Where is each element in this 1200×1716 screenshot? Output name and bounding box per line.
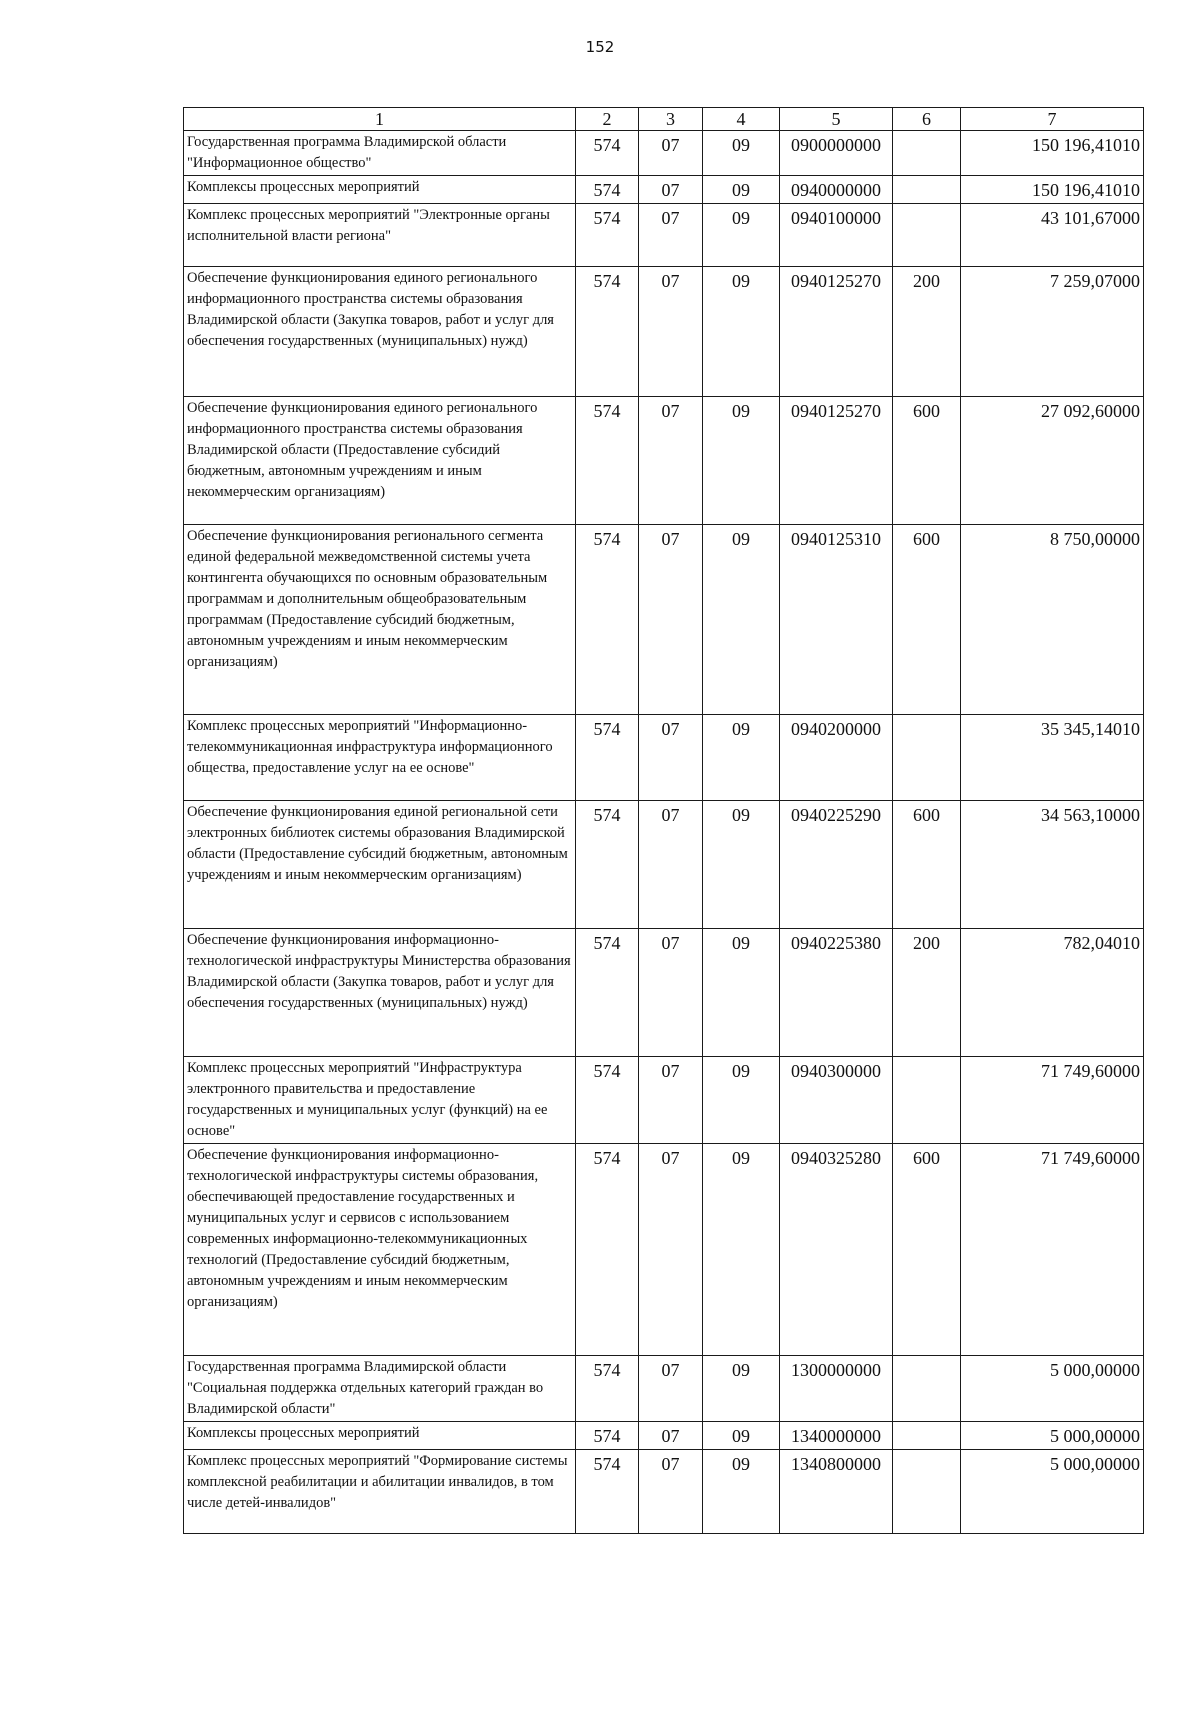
cell-subsection: 09	[703, 525, 780, 715]
cell-expense-type	[893, 1057, 961, 1144]
cell-amount: 782,04010	[961, 929, 1144, 1057]
table-row	[184, 715, 1144, 801]
cell-ministry: 574	[576, 1422, 639, 1450]
cell-section: 07	[639, 1057, 703, 1144]
cell-ministry: 574	[576, 267, 639, 397]
cell-target-code: 0900000000	[780, 131, 893, 176]
cell-expense-type	[893, 715, 961, 801]
cell-amount: 7 259,07000	[961, 267, 1144, 397]
row-name: Обеспечение функционирования информационно-технологической инфраструктуры Министерства образования Владимирской области (Закупка товаров, работ и услуг для обеспечения государственных (муниципальных) нужд)	[184, 929, 576, 1057]
column-header: 1	[184, 108, 576, 131]
cell-expense-type	[893, 1422, 961, 1450]
row-name: Обеспечение функционирования информационно-технологической инфраструктуры системы образования, обеспечивающей предоставление государственных и муниципальных услуг и сервисов с использованием современных информационно-телекоммуникационных технологий (Предоставление субсидий бюджетным, автономным учреждениям и иным некоммерческим организациям)	[184, 1144, 576, 1356]
cell-target-code: 0940100000	[780, 204, 893, 267]
row-name: Комплекс процессных мероприятий "Формирование системы комплексной реабилитации и абилитации инвалидов, в том числе детей-инвалидов"	[184, 1450, 576, 1534]
cell-ministry: 574	[576, 176, 639, 204]
table-row	[184, 1422, 1144, 1450]
cell-expense-type	[893, 1356, 961, 1422]
page-number: 152	[585, 38, 615, 56]
cell-ministry: 574	[576, 929, 639, 1057]
cell-target-code: 0940000000	[780, 176, 893, 204]
row-name: Комплексы процессных мероприятий	[184, 1422, 576, 1450]
cell-expense-type	[893, 176, 961, 204]
cell-amount: 5 000,00000	[961, 1356, 1144, 1422]
cell-section: 07	[639, 929, 703, 1057]
cell-section: 07	[639, 1144, 703, 1356]
cell-section: 07	[639, 131, 703, 176]
cell-subsection: 09	[703, 1144, 780, 1356]
cell-expense-type: 600	[893, 397, 961, 525]
cell-expense-type	[893, 131, 961, 176]
row-name: Обеспечение функционирования единого регионального информационного пространства системы образования Владимирской области (Предоставление субсидий бюджетным, автономным учреждениям и иным некоммерческим организациям)	[184, 397, 576, 525]
cell-amount: 34 563,10000	[961, 801, 1144, 929]
cell-amount: 8 750,00000	[961, 525, 1144, 715]
row-name: Комплексы процессных мероприятий	[184, 176, 576, 204]
table-row	[184, 801, 1144, 929]
cell-subsection: 09	[703, 715, 780, 801]
cell-target-code: 1340800000	[780, 1450, 893, 1534]
budget-table	[183, 107, 1144, 1534]
row-name: Обеспечение функционирования регионального сегмента единой федеральной межведомственной системы учета контингента обучающихся по основным образовательным программам и дополнительным общеобразовательным программам (Предоставление субсидий бюджетным, автономным учреждениям и иным некоммерческим организациям)	[184, 525, 576, 715]
row-name: Обеспечение функционирования единой региональной сети электронных библиотек системы образования Владимирской области (Предоставление субсидий бюджетным, автономным учреждениям и иным некоммерческим организациям)	[184, 801, 576, 929]
table-row	[184, 1450, 1144, 1534]
cell-subsection: 09	[703, 1356, 780, 1422]
cell-ministry: 574	[576, 1356, 639, 1422]
cell-amount: 43 101,67000	[961, 204, 1144, 267]
cell-subsection: 09	[703, 1450, 780, 1534]
cell-subsection: 09	[703, 131, 780, 176]
cell-amount: 150 196,41010	[961, 131, 1144, 176]
cell-expense-type	[893, 1450, 961, 1534]
table-row	[184, 525, 1144, 715]
table-row	[184, 1057, 1144, 1144]
cell-expense-type: 200	[893, 929, 961, 1057]
table-row	[184, 131, 1144, 176]
cell-target-code: 0940325280	[780, 1144, 893, 1356]
cell-ministry: 574	[576, 715, 639, 801]
cell-section: 07	[639, 1422, 703, 1450]
table-row	[184, 267, 1144, 397]
cell-target-code: 0940200000	[780, 715, 893, 801]
cell-subsection: 09	[703, 267, 780, 397]
cell-section: 07	[639, 176, 703, 204]
row-name: Комплекс процессных мероприятий "Электронные органы исполнительной власти региона"	[184, 204, 576, 267]
table-row	[184, 176, 1144, 204]
cell-ministry: 574	[576, 1144, 639, 1356]
table-row	[184, 1144, 1144, 1356]
cell-ministry: 574	[576, 131, 639, 176]
table-header-row	[184, 108, 1144, 131]
cell-subsection: 09	[703, 929, 780, 1057]
table-row	[184, 929, 1144, 1057]
column-header: 7	[961, 108, 1144, 131]
cell-amount: 71 749,60000	[961, 1144, 1144, 1356]
cell-target-code: 1300000000	[780, 1356, 893, 1422]
cell-target-code: 0940125270	[780, 267, 893, 397]
column-header: 5	[780, 108, 893, 131]
cell-subsection: 09	[703, 204, 780, 267]
cell-ministry: 574	[576, 397, 639, 525]
table-row	[184, 1356, 1144, 1422]
cell-subsection: 09	[703, 1422, 780, 1450]
cell-amount: 71 749,60000	[961, 1057, 1144, 1144]
column-header: 3	[639, 108, 703, 131]
cell-target-code: 0940225290	[780, 801, 893, 929]
cell-expense-type: 600	[893, 525, 961, 715]
cell-expense-type	[893, 204, 961, 267]
cell-ministry: 574	[576, 1057, 639, 1144]
row-name: Государственная программа Владимирской области "Информационное общество"	[184, 131, 576, 176]
cell-subsection: 09	[703, 1057, 780, 1144]
column-header: 4	[703, 108, 780, 131]
cell-target-code: 0940300000	[780, 1057, 893, 1144]
cell-amount: 27 092,60000	[961, 397, 1144, 525]
cell-section: 07	[639, 267, 703, 397]
row-name: Обеспечение функционирования единого регионального информационного пространства системы образования Владимирской области (Закупка товаров, работ и услуг для обеспечения государственных (муниципальных) нужд)	[184, 267, 576, 397]
cell-section: 07	[639, 715, 703, 801]
column-header: 6	[893, 108, 961, 131]
cell-ministry: 574	[576, 801, 639, 929]
cell-ministry: 574	[576, 525, 639, 715]
column-header: 2	[576, 108, 639, 131]
cell-section: 07	[639, 1356, 703, 1422]
cell-amount: 150 196,41010	[961, 176, 1144, 204]
cell-subsection: 09	[703, 397, 780, 525]
cell-ministry: 574	[576, 204, 639, 267]
row-name: Комплекс процессных мероприятий "Информационно-телекоммуникационная инфраструктура информационного общества, предоставление услуг на ее основе"	[184, 715, 576, 801]
cell-subsection: 09	[703, 801, 780, 929]
cell-target-code: 0940125270	[780, 397, 893, 525]
cell-target-code: 1340000000	[780, 1422, 893, 1450]
cell-expense-type: 600	[893, 1144, 961, 1356]
cell-expense-type: 200	[893, 267, 961, 397]
cell-amount: 35 345,14010	[961, 715, 1144, 801]
cell-amount: 5 000,00000	[961, 1422, 1144, 1450]
cell-section: 07	[639, 525, 703, 715]
cell-amount: 5 000,00000	[961, 1450, 1144, 1534]
cell-section: 07	[639, 801, 703, 929]
table-row	[184, 397, 1144, 525]
table-row	[184, 204, 1144, 267]
cell-target-code: 0940225380	[780, 929, 893, 1057]
cell-target-code: 0940125310	[780, 525, 893, 715]
cell-ministry: 574	[576, 1450, 639, 1534]
cell-section: 07	[639, 204, 703, 267]
cell-subsection: 09	[703, 176, 780, 204]
row-name: Государственная программа Владимирской области "Социальная поддержка отдельных категорий граждан во Владимирской области"	[184, 1356, 576, 1422]
cell-section: 07	[639, 397, 703, 525]
cell-expense-type: 600	[893, 801, 961, 929]
row-name: Комплекс процессных мероприятий "Инфраструктура электронного правительства и предоставление государственных и муниципальных услуг (функций) на ее основе"	[184, 1057, 576, 1144]
cell-section: 07	[639, 1450, 703, 1534]
